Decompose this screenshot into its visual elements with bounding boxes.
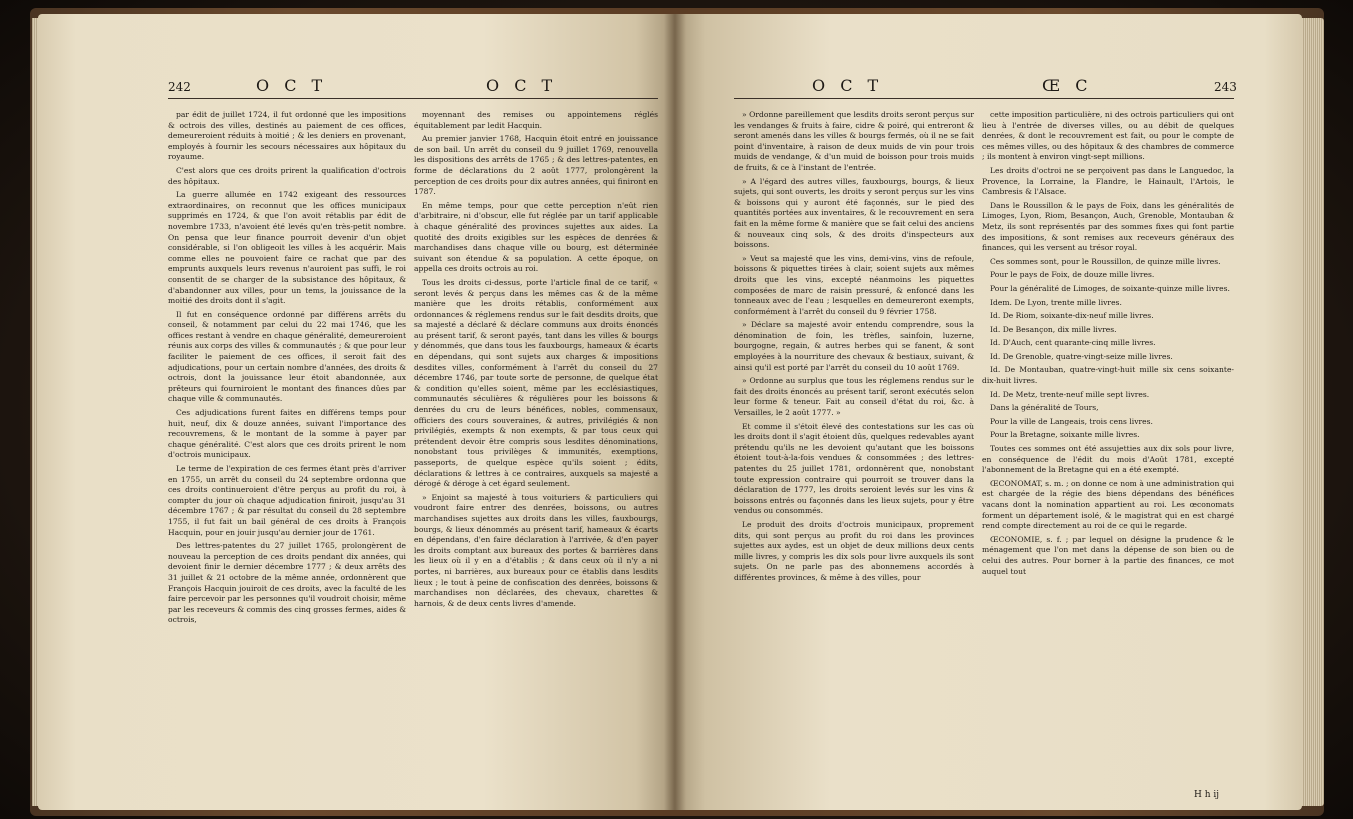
- paragraph: » A l'égard des autres villes, fauxbourgs, bourgs, & lieux sujets, qui sont ouverts, les droits y seront perçus sur les vins & boissons qui y auront été façonnés, sur le pied des quantités portées aux inventaires, & le recouvrement en sera fait en la même forme & manière que se fait celui des anciens & nouveaux cinq sols, & des droits d'inspecteurs aux boissons.: [734, 176, 974, 250]
- header-rule: [734, 98, 1234, 99]
- paragraph: Au premier janvier 1768, Hacquin étoit entré en jouissance de son bail. Un arrêt du conseil du 9 juillet 1769, renouvella les dispositions des arrêts de 1765 ; & des lettres-patentes, en forme de déclarations du 2 août 1777, prolongèrent la perception de ces droits pour dix autres années, qui finiront en 1787.: [414, 134, 658, 197]
- paragraph: » Enjoint sa majesté à tous voituriers & particuliers qui voudront faire entrer des denrées, boissons, ou autres marchandises sujettes aux droits dans les villes, fauxbourgs, bourgs, & lieux dénommés au présent tarif, hameaux & écarts en dépendans, d'en faire déclaration à l'arrivée, & d'en payer les droits comptant aux bureaux des portes & barrières dans les lieux où il y en a d'établis ; & dans ceux où il n'y a ni portes, ni barrières, aux bureaux pour ce établis dans lesdits lieux ; le tout à peine de confiscation des denrées, boissons & marchandises non déclarées, des chevaux, charettes & harnois, & de deux cents livres d'amende.: [414, 492, 658, 608]
- paragraph: Ces sommes sont, pour le Roussillon, de quinze mille livres.: [990, 256, 1221, 266]
- signature-mark: H h ij: [1194, 790, 1220, 800]
- paragraph: Pour la ville de Langeais, trois cens livres.: [990, 416, 1153, 426]
- book-gutter: [664, 14, 686, 810]
- paragraph: Pour la généralité de Limoges, de soixante-quinze mille livres.: [990, 283, 1230, 293]
- paragraph: moyennant des remises ou appointemens réglés équitablement par ledit Hacquin.: [414, 110, 658, 130]
- paragraph: Il fut en conséquence ordonné par différens arrêts du conseil, & notamment par celui du 22 mai 1746, que les offices restant à vendre en chaque généralité, demeureroient réunis aux corps des villes & communautés ; & que pour leur faciliter le paiement de ces offices, il seroit fait des adjudications, pour un certain nombre d'années, des droits & octrois, dont la jouissance leur étoit abandonnée, aux prêteurs qui fourniroient le montant des finances dûes par chaque ville & communautés.: [168, 309, 406, 404]
- paragraph: Id. De Metz, trente-neuf mille sept livres.: [990, 389, 1150, 399]
- paragraph: ŒCONOMAT, s. m. ; on donne ce nom à une administration qui est chargée de la régie des biens dépendans des bénéfices vacans dont la nomination appartient au roi. Les œconomats forment un département isolé, & le magistrat qui en est chargé rend compte directement au roi de ce qui le regarde.: [982, 478, 1234, 531]
- paragraph: » Ordonne au surplus que tous les réglemens rendus sur le fait des droits énoncés au présent tarif, seront exécutés selon leur forme & teneur. Fait au conseil d'état du roi, &c. à Versailles, le 2 août 1777. »: [734, 376, 974, 418]
- paragraph: Dans la généralité de Tours,: [990, 403, 1099, 413]
- right-page: [674, 14, 1302, 810]
- text-column-left: [168, 110, 406, 629]
- text-column-right: [414, 110, 658, 612]
- running-head: O C T: [256, 76, 328, 95]
- text-column-right: [982, 110, 1234, 580]
- paragraph: Pour le pays de Foix, de douze mille livres.: [990, 270, 1155, 280]
- paragraph: Tous les droits ci-dessus, porte l'article final de ce tarif, « seront levés & perçus dans les mêmes cas & de la même manière que les droits rétablis, conformément aux ordonnances & réglemens rendus sur le fait desdits droits, que sa majesté a déclaré & déclare communs aux droits énoncés au présent tarif, & seront payés, tant dans les villes & bourgs y dénommés, que dans tous les fauxbourgs, hameaux & écarts en dépendans, qui sont sujets aux charges & impositions desdites villes, conformément à l'arrêt du conseil du 27 décembre 1746, par toute sorte de personne, de quelque état & condition qu'elles soient, même par les ecclésiastiques, communautés séculières & régulières pour les boissons & denrées du cru de leurs bénéfices, nobles, commensaux, officiers des cours souveraines, & autres, privilégiés & non privilégiés, exempts & non exempts, & par tous ceux qui prétendent devoir être compris sous lesdites dénominations, nonobstant tous privilèges & immunités, exemptions, passeports, de quelque espèce qu'ils soient ; édits, déclarations & lettres à ce contraires, auxquels sa majesté a dérogé & déroge à cet égard seulement.: [414, 277, 658, 489]
- paragraph: C'est alors que ces droits prirent la qualification d'octrois des hôpitaux.: [168, 165, 406, 186]
- paragraph: » Veut sa majesté que les vins, demi-vins, vins de refoule, boissons & piquettes tirées à clair, soient sujets aux mêmes droits que les vins, excepté néanmoins les piquettes composées de marc de raisin pressuré, & enfoncé dans les tonneaux avec de l'eau ; lesquelles en demeureront exempts, conformément à l'arrêt du conseil du 9 février 1758.: [734, 253, 974, 316]
- paragraph: Ces adjudications furent faites en différens temps pour huit, neuf, dix & douze années, suivant l'importance des recouvremens, & le montant de la somme à payer par chaque généralité. C'est alors que ces droits prirent le nom d'octrois municipaux.: [168, 408, 406, 460]
- paragraph: Id. De Besançon, dix mille livres.: [990, 324, 1117, 334]
- paragraph: Id. De Riom, soixante-dix-neuf mille livres.: [990, 311, 1154, 321]
- paragraph: Id. D'Auch, cent quarante-cinq mille livres.: [990, 338, 1156, 348]
- paragraph: Et comme il s'étoit élevé des contestations sur les cas où les droits dont il s'agit étoient dûs, quelques redevables ayant prétendu qu'ils ne les devoient qu'autant que les boissons étoient tout-à-la-fois vendues & consommées ; des lettres-patentes du 25 juillet 1781, ordonnèrent que, nonobstant toute expression contraire qui pourroit se trouver dans la déclaration de 1777, les droits seroient levés sur les vins & boissons entrés ou façonnés dans les lieux sujets, pour y être vendus ou consommés.: [734, 421, 974, 516]
- running-head: O C T: [812, 76, 884, 95]
- paragraph: Les droits d'octroi ne se perçoivent pas dans le Languedoc, la Provence, la Lorraine, la Flandre, le Hainault, l'Artois, le Cambresis & l'Alsace.: [982, 165, 1234, 197]
- paragraph: Id. De Montauban, quatre-vingt-huit mille six cens soixante-dix-huit livres.: [982, 365, 1234, 386]
- page-number: 243: [1214, 80, 1237, 94]
- paragraph: ŒCONOMIE, s. f. ; par lequel on désigne la prudence & le ménagement que l'on met dans la dépense de son bien ou de celui des autres. Pour borner à la partie des finances, ce mot auquel tout: [982, 534, 1234, 576]
- paragraph: Idem. De Lyon, trente mille livres.: [990, 297, 1122, 307]
- paragraph: Le produit des droits d'octrois municipaux, proprement dits, qui sont perçus au profit du roi dans les provinces sujettes aux aydes, est un objet de deux millions deux cents mille livres, y compris les dix sols pour livre auxquels ils sont sujets. On ne parle pas des abonnemens accordés à différentes provinces, & même à des villes, pour: [734, 519, 974, 582]
- running-head: Œ C: [1042, 76, 1093, 95]
- paragraph: » Déclare sa majesté avoir entendu comprendre, sous la dénomination de foin, les trèfles, sainfoin, luzerne, bourgogne, regain, & autres herbes qui se fanent, & sont employées à la nourriture des chevaux & bestiaux, suivant, & ainsi qu'il est porté par l'arrêt du conseil du 10 août 1769.: [734, 320, 974, 372]
- paragraph: En même temps, pour que cette perception n'eût rien d'arbitraire, ni d'obscur, elle fut réglée par un tarif applicable à chaque généralité des provinces sujettes aux aides. La quotité des droits exigibles sur les espèces de denrées & marchandises dans chaque ville ou bourg, est déterminée suivant son étendue & sa population. A cette époque, on appella ces droits octrois au roi.: [414, 200, 658, 274]
- paragraph: Le terme de l'expiration de ces fermes étant près d'arriver en 1755, un arrêt du conseil du 24 septembre ordonna que ces droits continueroient d'être perçus au profit du roi, à compter du jour où chaque adjudication finiroit, jusqu'au 31 décembre 1767 ; & par résultat du conseil du 28 septembre 1755, il fut fait un bail général de ces droits à François Hacquin, pour en jouir jusqu'au dernier jour de 1761.: [168, 464, 406, 537]
- paragraph: » Ordonne pareillement que lesdits droits seront perçus sur les vendanges & fruits à faire, cidre & poiré, qui entreront & seront amenés dans les villes & bourgs fermés, où il ne se fait point d'inventaire, à raison de deux muids de vin pour trois muids de vendange, & d'un muid de boisson pour trois muids de fruits, & ce à l'instant de l'entrée.: [734, 110, 974, 172]
- paragraph: par édit de juillet 1724, il fut ordonné que les impositions & octrois des villes, destinés au paiement de ces offices, demeureroient réduits à moitié ; & les deniers en provenant, employés à fournir les secours nécessaires aux hôpitaux du royaume.: [168, 110, 406, 162]
- text-column-left: [734, 110, 974, 587]
- paragraph: Pour la Bretagne, soixante mille livres.: [990, 430, 1140, 440]
- paragraph: cette imposition particulière, ni des octrois particuliers qui ont lieu à l'entrée de diverses villes, ou au débit de quelques denrées, & dont le recouvrement est fait, ou pour le compte de ces mêmes villes, ou des hôpitaux & des chambres de commerce ; ils montent à environ vingt-sept millions.: [982, 110, 1234, 162]
- paragraph: Id. De Grenoble, quatre-vingt-seize mille livres.: [990, 351, 1173, 361]
- paragraph: Toutes ces sommes ont été assujetties aux dix sols pour livre, en conséquence de l'édit du mois d'Août 1781, excepté l'abonnement de la Bretagne qui en a été exempté.: [982, 444, 1234, 475]
- paragraph: Dans le Roussillon & le pays de Foix, dans les généralités de Limoges, Lyon, Riom, Besançon, Auch, Grenoble, Montauban & Metz, ils sont représentés par des sommes fixes qui font partie des impositions, & sont remises aux receveurs généraux des finances, qui les versent au trésor royal.: [982, 200, 1234, 253]
- header-rule: [168, 98, 658, 99]
- running-head: O C T: [486, 76, 558, 95]
- paragraph: Des lettres-patentes du 27 juillet 1765, prolongèrent de nouveau la perception de ces droits pendant dix années, qui devoient finir le dernier décembre 1777 ; & deux arrêts des 31 juillet & 21 octobre de la même année, ordonnèrent que François Hacquin jouiroit de ces droits, avec la faculté de les faire percevoir par les personnes qu'il voudroit choisir, même par les receveurs & commis des cinq grosses fermes, aides & octrois,: [168, 541, 406, 625]
- paragraph: La guerre allumée en 1742 exigeant des ressources extraordinaires, on reconnut que les offices municipaux supprimés en 1724, & que l'on avoit rétablis par édit de novembre 1733, n'avoient été levés qu'en très-petit nombre. On pensa que leur finance pourroit devenir d'un objet considérable, si l'on obligeoit les villes à les acquérir. Mais comme elles ne pouvoient faire ce rachat que par des emprunts auxquels leurs revenus n'auroient pas suffi, le roi consentit de se charger de la subsistance des hôpitaux, & d'abandonner aux villes, pour un tems, la jouissance de la moitié des droits dont il s'agit.: [168, 190, 406, 306]
- page-edges-right: [1302, 18, 1324, 806]
- page-number: 242: [168, 80, 191, 94]
- left-page: [38, 14, 674, 810]
